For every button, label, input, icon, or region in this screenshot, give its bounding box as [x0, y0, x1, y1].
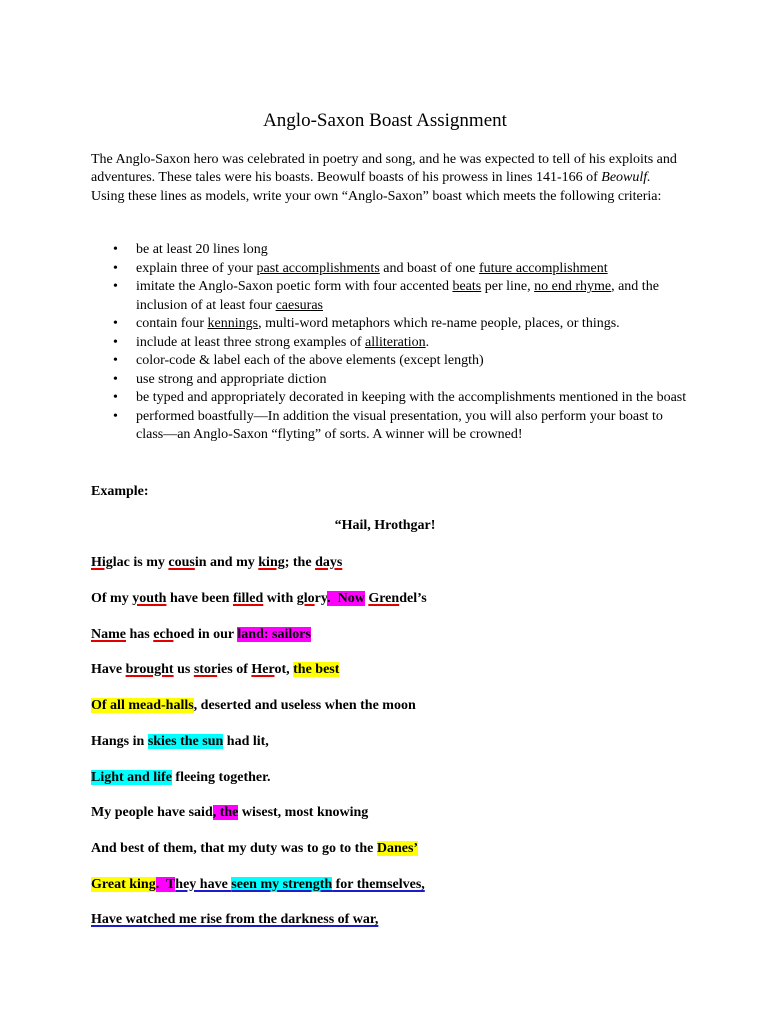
poem-line: Great king. They have seen my strength for themselves, [91, 877, 425, 892]
poem-line: Higlac is my cousin and my king; the days [91, 555, 343, 570]
criteria-item: • performed boastfully—In addition the visual presentation, you will also perform your boast to class—an Anglo-Saxon “flyting” of sorts. A winner will be crowned! [91, 408, 691, 445]
criteria-item: • imitate the Anglo-Saxon poetic form with four accented beats per line, no end rhyme, and the inclusion of at least four caesuras [91, 278, 691, 315]
poem-line: Of all mead-halls, deserted and useless when the moon [91, 698, 416, 713]
criteria-item: • include at least three strong examples of alliteration. [91, 334, 691, 353]
page-title: Anglo-Saxon Boast Assignment [263, 110, 507, 131]
poem-line: And best of them, that my duty was to go to the Danes’ [91, 841, 419, 856]
criteria-list [91, 241, 691, 445]
example-label: Example: [91, 484, 149, 499]
criteria-item: • color-code & label each of the above elements (except length) [91, 352, 691, 371]
poem-line: Light and life fleeing together. [91, 770, 271, 785]
poem-line: Have watched me rise from the darkness of war, [91, 912, 379, 927]
criteria-item: • be at least 20 lines long [91, 241, 691, 260]
intro-paragraph [91, 151, 681, 206]
poem-line: Name has echoed in our land: sailors [91, 627, 311, 642]
criteria-item: • be typed and appropriately decorated in keeping with the accomplishments mentioned in the boast [91, 389, 691, 408]
criteria-item: • explain three of your past accomplishments and boast of one future accomplishment [91, 260, 691, 279]
poem-line: Hangs in skies the sun had lit, [91, 734, 269, 749]
intro-book-title: Beowulf. [601, 170, 651, 186]
criteria-item: • use strong and appropriate diction [91, 371, 691, 390]
intro-text-1: The Anglo-Saxon hero was celebrated in poetry and song, and he was expected to tell of his exploits and adventures. These tales were his boasts. Beowulf boasts of his prowess in lines 141-166 of [91, 152, 677, 186]
criteria-item: • contain four kennings, multi-word metaphors which re-name people, places, or things. [91, 315, 691, 334]
poem-line: Of my youth have been filled with glory. Now Grendel’s [91, 591, 427, 606]
poem-line: Have brought us stories of Herot, the best [91, 662, 340, 677]
intro-text-2: Using these lines as models, write your own “Anglo-Saxon” boast which meets the following criteria: [91, 188, 662, 204]
poem-line: My people have said, the wisest, most knowing [91, 805, 369, 820]
poem-title: “Hail, Hrothgar! [334, 518, 436, 533]
